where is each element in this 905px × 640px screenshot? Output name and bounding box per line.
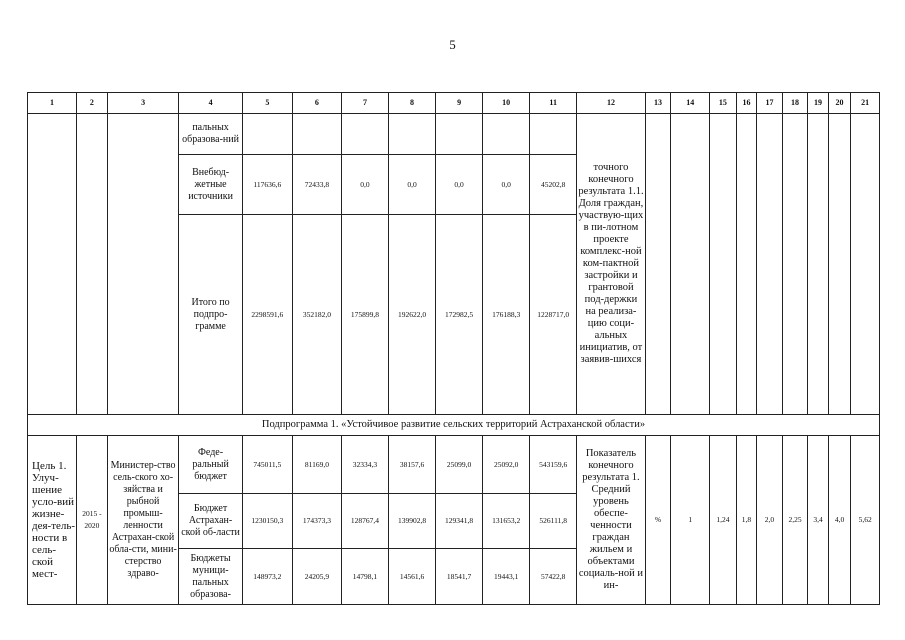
subprogram-title: Подпрограмма 1. «Устойчивое развитие сельских территорий Астраханской области» <box>28 415 880 436</box>
cell-empty <box>710 114 737 415</box>
col-header: 18 <box>782 93 808 114</box>
program-table <box>27 92 880 605</box>
table-row <box>28 436 880 494</box>
value-cell <box>292 114 341 155</box>
col-header: 6 <box>292 93 341 114</box>
funding-source: Внебюд-жетные источники <box>179 155 242 215</box>
value-cell: 192622,0 <box>389 215 436 415</box>
value-cell <box>530 114 577 155</box>
indicator-value: 1,24 <box>710 436 737 605</box>
cell-empty <box>808 114 828 415</box>
value-cell <box>483 114 530 155</box>
value-cell: 72433,8 <box>292 155 341 215</box>
funding-source: Феде-ральный бюджет <box>179 436 242 494</box>
value-cell: 1228717,0 <box>530 215 577 415</box>
col-header: 13 <box>645 93 671 114</box>
col-header: 7 <box>341 93 388 114</box>
value-cell: 543159,6 <box>530 436 577 494</box>
value-cell: 57422,8 <box>530 549 577 605</box>
value-cell: 0,0 <box>483 155 530 215</box>
value-cell: 129341,8 <box>436 494 483 549</box>
value-cell: 19443,1 <box>483 549 530 605</box>
value-cell: 745011,5 <box>242 436 292 494</box>
col-header: 9 <box>436 93 483 114</box>
header-row <box>28 93 880 114</box>
value-cell: 18541,7 <box>436 549 483 605</box>
table-row <box>28 114 880 155</box>
subprogram-row <box>28 415 880 436</box>
value-cell: 14798,1 <box>341 549 388 605</box>
value-cell: 2298591,6 <box>242 215 292 415</box>
cell-empty <box>671 114 710 415</box>
col-header: 1 <box>28 93 77 114</box>
indicator-value: 1,8 <box>736 436 756 605</box>
goal-text: Цель 1. Улуч-шение усло-вий жизне-дея-тель-ности в сель-ской мест- <box>28 436 77 605</box>
value-cell: 25099,0 <box>436 436 483 494</box>
cell-empty <box>645 114 671 415</box>
funding-source: Бюджет Астрахан-ской об-ласти <box>179 494 242 549</box>
funding-source: Бюджеты муници-пальных образова- <box>179 549 242 605</box>
value-cell: 0,0 <box>436 155 483 215</box>
col-header: 14 <box>671 93 710 114</box>
value-cell: 14561,6 <box>389 549 436 605</box>
value-cell: 0,0 <box>389 155 436 215</box>
value-cell: 32334,3 <box>341 436 388 494</box>
value-cell: 131653,2 <box>483 494 530 549</box>
value-cell: 1230150,3 <box>242 494 292 549</box>
col-header: 12 <box>577 93 646 114</box>
value-cell <box>389 114 436 155</box>
value-cell: 352182,0 <box>292 215 341 415</box>
value-cell: 174373,3 <box>292 494 341 549</box>
value-cell: 0,0 <box>341 155 388 215</box>
base-value: 1 <box>671 436 710 605</box>
col-header: 21 <box>851 93 880 114</box>
col-header: 10 <box>483 93 530 114</box>
indicator-value: 5,62 <box>851 436 880 605</box>
value-cell <box>242 114 292 155</box>
page-number: 5 <box>449 37 456 52</box>
value-cell: 38157,6 <box>389 436 436 494</box>
unit-cell: % <box>645 436 671 605</box>
cell-empty <box>28 114 77 415</box>
value-cell: 25092,0 <box>483 436 530 494</box>
value-cell: 81169,0 <box>292 436 341 494</box>
indicator-text: точного конечного результата 1.1. Доля граждан, участвую-щих в пи-лотном проекте комплекс-ной ком-пактной застройки и грантовой под-держки на реализа-цию соци-альных инициатив, от заявив-шихся <box>577 114 646 415</box>
value-cell: 139902,8 <box>389 494 436 549</box>
indicator-value: 2,25 <box>782 436 808 605</box>
cell-empty <box>107 114 179 415</box>
indicator-value: 4,0 <box>828 436 851 605</box>
value-cell <box>341 114 388 155</box>
value-cell: 128767,4 <box>341 494 388 549</box>
executor-text: Министер-ство сель-ского хо-зяйства и рыбной промыш-ленности Астрахан-ской обла-сти, мини-стерство здраво- <box>107 436 179 605</box>
value-cell: 45202,8 <box>530 155 577 215</box>
value-cell: 176188,3 <box>483 215 530 415</box>
col-header: 15 <box>710 93 737 114</box>
cell-empty <box>851 114 880 415</box>
col-header: 2 <box>77 93 108 114</box>
col-header: 4 <box>179 93 242 114</box>
value-cell: 117636,6 <box>242 155 292 215</box>
col-header: 20 <box>828 93 851 114</box>
col-header: 5 <box>242 93 292 114</box>
indicator-value: 3,4 <box>808 436 828 605</box>
col-header: 3 <box>107 93 179 114</box>
col-header: 17 <box>757 93 783 114</box>
period-cell: 2015 - 2020 <box>77 436 108 605</box>
col-header: 11 <box>530 93 577 114</box>
col-header: 19 <box>808 93 828 114</box>
cell-empty <box>828 114 851 415</box>
cell-empty <box>736 114 756 415</box>
indicator-text: Показатель конечного результата 1. Средний уровень обеспе-ченности граждан жильем и объектами социаль-ной и ин- <box>577 436 646 605</box>
cell-empty <box>757 114 783 415</box>
cell-empty <box>77 114 108 415</box>
funding-source: пальных образова-ний <box>179 114 242 155</box>
value-cell <box>436 114 483 155</box>
value-cell: 172982,5 <box>436 215 483 415</box>
value-cell: 526111,8 <box>530 494 577 549</box>
indicator-value: 2,0 <box>757 436 783 605</box>
col-header: 16 <box>736 93 756 114</box>
col-header: 8 <box>389 93 436 114</box>
value-cell: 175899,8 <box>341 215 388 415</box>
value-cell: 148973,2 <box>242 549 292 605</box>
funding-source: Итого по подпро-грамме <box>179 215 242 415</box>
value-cell: 24205,9 <box>292 549 341 605</box>
cell-empty <box>782 114 808 415</box>
